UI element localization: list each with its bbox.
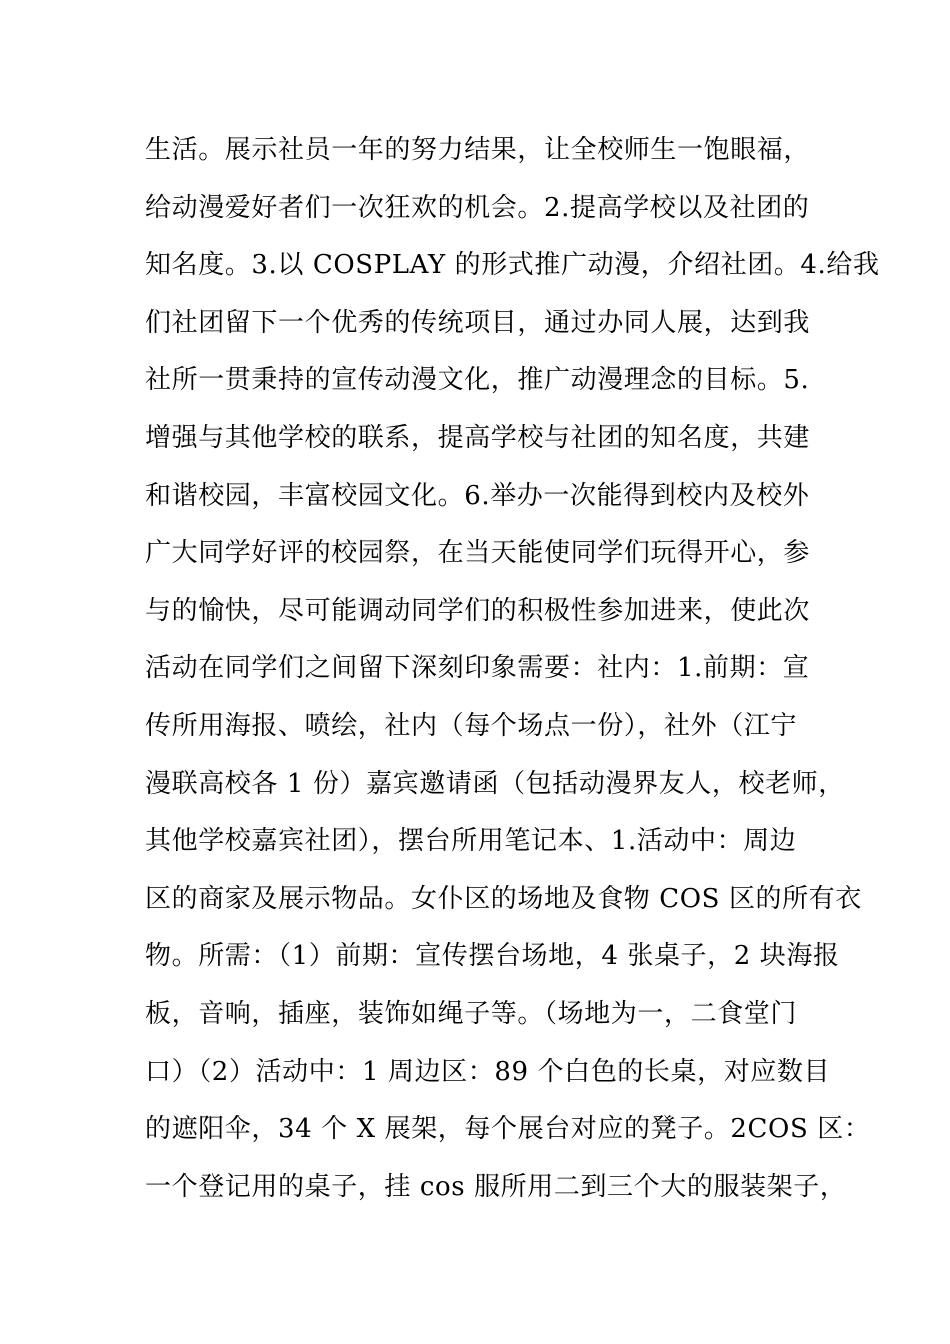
text-line: 生活。展示社员一年的努力结果，让全校师生一饱眼福，	[145, 135, 811, 165]
text-line: 板，音响，插座，装饰如绳子等。（场地为一，二食堂门	[145, 998, 798, 1029]
text-line: 区的商家及展示物品。女仆区的场地及食物 COS 区的所有衣	[145, 883, 862, 914]
text-line: 知名度。3.以 COSPLAY 的形式推广动漫，介绍社团。4.给我	[145, 250, 880, 281]
text-line: 们社团留下一个优秀的传统项目，通过办同人展，达到我	[145, 307, 811, 338]
text-line: 漫联高校各 1 份）嘉宾邀请函（包括动漫界友人，校老师，	[145, 768, 845, 799]
text-line: 与的愉快，尽可能调动同学们的积极性参加进来，使此次	[145, 595, 811, 626]
text-line: 物。所需：（1）前期：宣传摆台场地，4 张桌子，2 块海报	[145, 941, 840, 972]
text-line: 的遮阳伞，34 个 X 展架，每个展台对应的凳子。2COS 区：	[145, 1114, 871, 1145]
text-line: 传所用海报、喷绘，社内（每个场点一份），社外（江宁	[145, 710, 798, 741]
body-text	[145, 128, 880, 1222]
text-line: 广大同学好评的校园祭，在当天能使同学们玩得开心，参	[145, 538, 811, 569]
text-line: 口）（2）活动中：1 周边区：89 个白色的长桌，对应数目	[145, 1056, 831, 1087]
text-line: 其他学校嘉宾社团），摆台所用笔记本、1.活动中：周边	[145, 826, 797, 857]
text-line: 给动漫爱好者们一次狂欢的机会。2.提高学校以及社团的	[145, 192, 810, 223]
text-line: 一个登记用的桌子，挂 cos 服所用二到三个大的服装架子，	[145, 1171, 847, 1202]
text-line: 和谐校园，丰富校园文化。6.举办一次能得到校内及校外	[145, 480, 810, 511]
text-line: 活动在同学们之间留下深刻印象需要：社内：1.前期：宣	[145, 653, 810, 684]
text-line: 增强与其他学校的联系，提高学校与社团的知名度，共建	[145, 422, 811, 453]
text-line: 社所一贯秉持的宣传动漫文化，推广动漫理念的目标。5.	[145, 365, 810, 396]
